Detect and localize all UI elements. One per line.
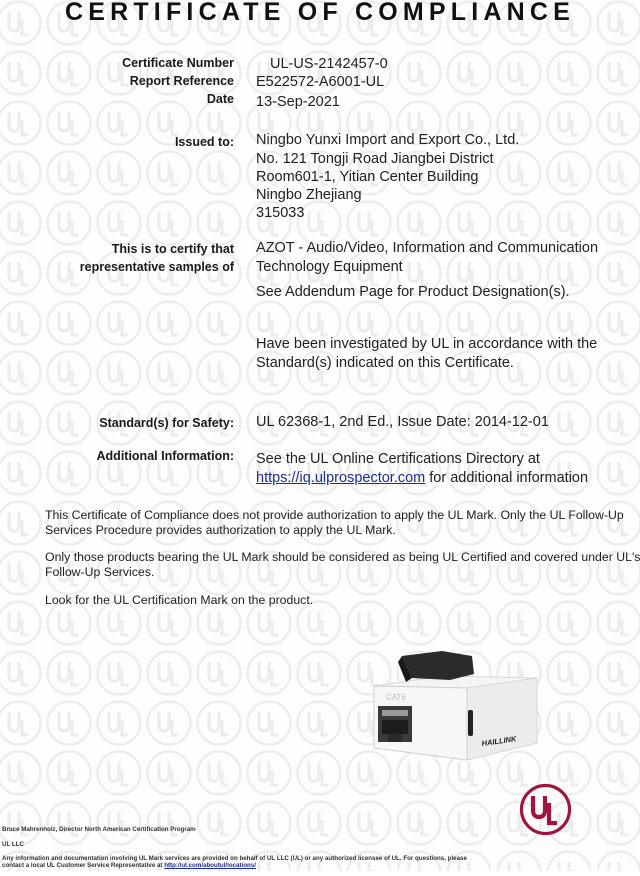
additional-info-line2	[256, 469, 588, 487]
ul-certification-logo	[518, 782, 573, 837]
notice-mark-authorization-line2: Services Procedure provides authorization to apply the UL Mark.	[45, 523, 396, 537]
port-label: CAT6	[386, 693, 406, 702]
issued-to-address-line: Ningbo Zhejiang	[256, 187, 362, 203]
ul-locations-link[interactable]: http://ul.com/aboutul/locations/	[164, 862, 256, 869]
additional-info-text: See the UL Online Certifications Directory at	[256, 451, 540, 467]
standards-value: UL 62368-1, 2nd Ed., Issue Date: 2014-12-01	[256, 414, 549, 430]
date-label: Date	[206, 92, 234, 106]
disclaimer-prefix: contact a local UL Customer Service Representative at	[2, 862, 165, 869]
notice-certified-products-line2: Follow-Up Services.	[45, 565, 155, 579]
product-image-keystone-coupler	[372, 648, 552, 773]
ul-logo-icon	[518, 782, 573, 837]
issued-to-label: Issued to:	[174, 135, 234, 149]
certify-label: This is to certify that	[111, 242, 234, 256]
product-category: AZOT - Audio/Video, Information and Communication	[256, 240, 599, 256]
addendum-note: See Addendum Page for Product Designation(s).	[256, 284, 570, 300]
brand-label: HAILLINK	[481, 734, 517, 748]
keystone-coupler-icon	[372, 648, 552, 773]
issued-to-company: Ningbo Yunxi Import and Export Co., Ltd.	[256, 132, 520, 148]
disclaimer: Any information and documentation involving UL Mark services are provided on behalf of UL LLC (UL) or any authorized licensee of UL. For questions, please	[2, 855, 467, 862]
additional-info-suffix: for additional information	[425, 470, 589, 486]
disclaimer-line2	[2, 862, 256, 870]
signatory: Bruce Mahrenholz, Director North American Certification Program	[2, 826, 196, 833]
additional-info-label: Additional Information:	[96, 449, 234, 463]
date-value: 13-Sep-2021	[256, 94, 340, 110]
certificate-number-value: UL-US-2142457-0	[270, 56, 388, 72]
certify-label-line2: representative samples of	[79, 260, 234, 274]
notice-certified-products: Only those products bearing the UL Mark should be considered as being UL Certified and covered under UL's	[45, 550, 640, 564]
investigation-statement: Have been investigated by UL in accordance with the	[256, 336, 598, 352]
certificate-number-label: Certificate Number	[122, 56, 234, 70]
notice-mark-authorization: This Certificate of Compliance does not provide authorization to apply the UL Mark. Only the UL Follow-Up	[45, 508, 624, 522]
issued-to-address-line: Room601-1, Yitian Center Building	[256, 169, 479, 185]
company-name: UL LLC	[2, 841, 24, 848]
report-reference-label: Report Reference	[129, 74, 234, 88]
report-reference-value: E522572-A6001-UL	[256, 74, 385, 90]
notice-look-for-mark: Look for the UL Certification Mark on the product.	[45, 593, 314, 607]
product-category-line2: Technology Equipment	[256, 259, 403, 275]
issued-to-address-line: No. 121 Tongji Road Jiangbei District	[256, 151, 494, 167]
investigation-statement-line2: Standard(s) indicated on this Certificate.	[256, 355, 514, 371]
standards-label: Standard(s) for Safety:	[99, 416, 234, 430]
document-title: CERTIFICATE OF COMPLIANCE	[64, 0, 576, 26]
issued-to-postal-code: 315033	[256, 205, 305, 221]
ulprospector-link[interactable]: https://iq.ulprospector.com	[256, 470, 426, 486]
